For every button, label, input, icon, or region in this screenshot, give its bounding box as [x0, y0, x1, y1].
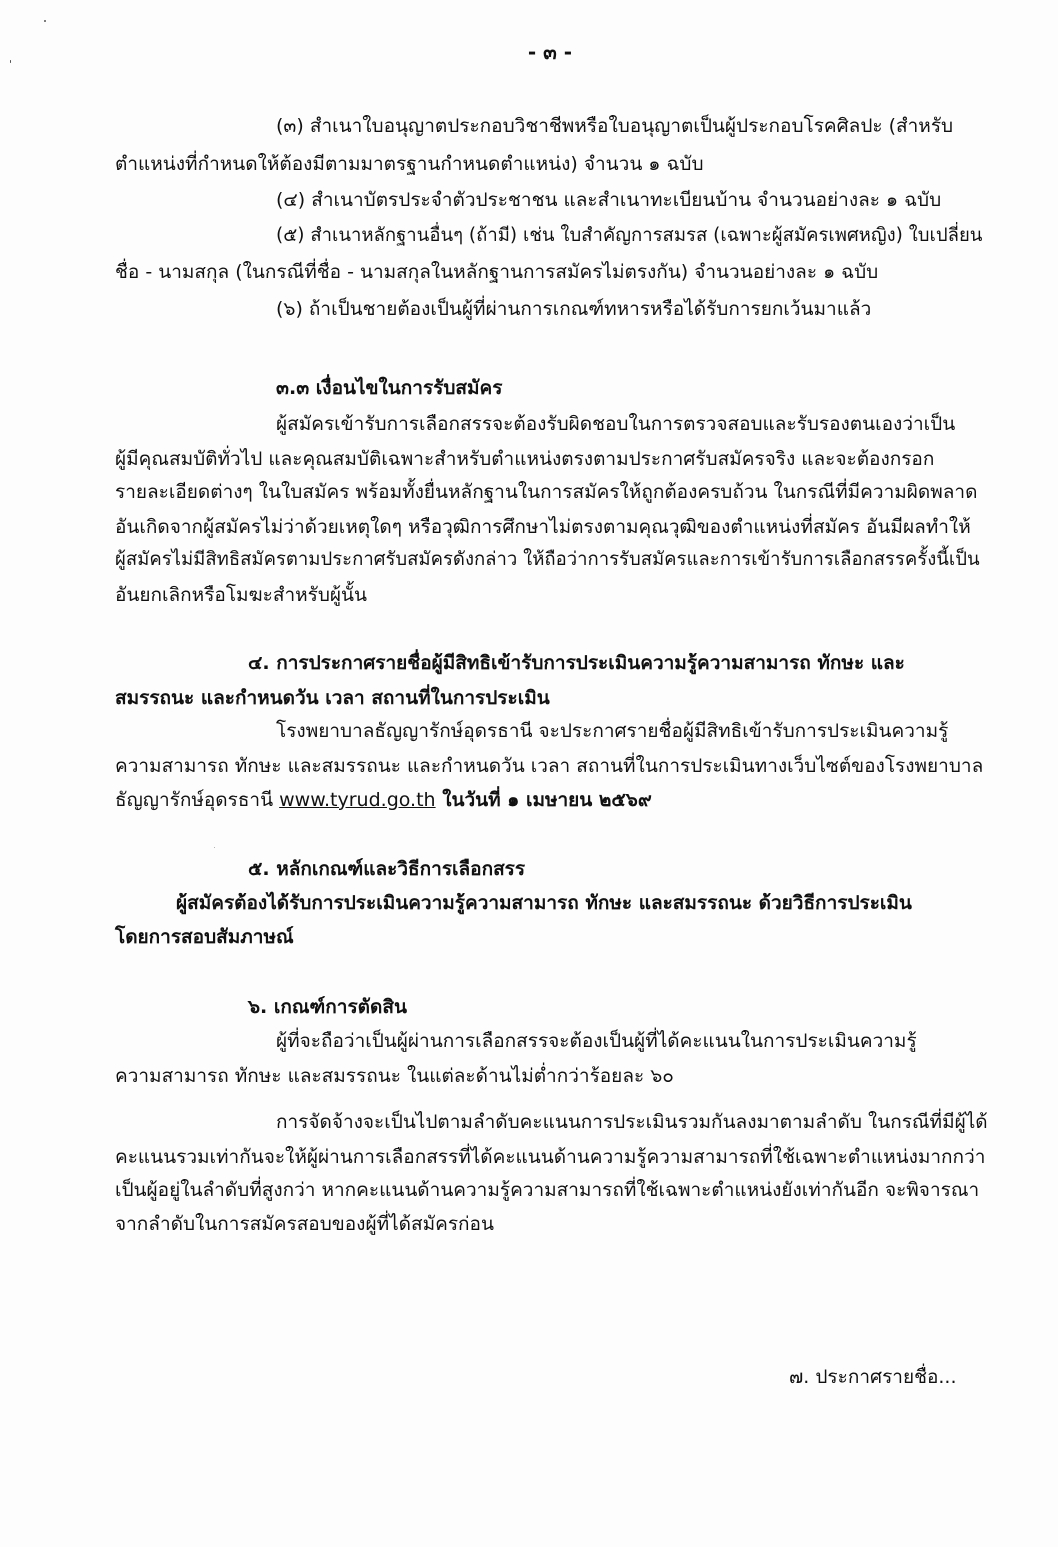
- section-4-line2: ความสามารถ ทักษะ และสมรรถนะ และกำหนดวัน เวลา สถานที่ในการประเมินทางเว็บไซต์ของโรงพยาบาล: [115, 755, 984, 777]
- section-3-3-line: ผู้มีคุณสมบัติทั่วไป และคุณสมบัติเฉพาะสำหรับตำแหน่งตรงตามประกาศรับสมัครจริง และจะต้องกรอก: [115, 448, 935, 470]
- section-4-line3-prefix: ธัญญารักษ์อุดรธานี: [115, 789, 280, 811]
- section-5-line2: โดยการสอบสัมภาษณ์: [115, 926, 294, 948]
- section-4-heading-line2: สมรรถนะ และกำหนดวัน เวลา สถานที่ในการประเมิน: [115, 687, 550, 709]
- section-3-3-heading: ๓.๓ เงื่อนไขในการรับสมัคร: [276, 377, 503, 399]
- section-4-line3: [115, 788, 652, 812]
- section-3-3-line: ผู้สมัครเข้ารับการเลือกสรรจะต้องรับผิดชอบในการตรวจสอบและรับรองตนเองว่าเป็น: [276, 413, 956, 435]
- section-4-heading-line1: ๔. การประกาศรายชื่อผู้มีสิทธิเข้ารับการประเมินความรู้ความสามารถ ทักษะ และ: [248, 652, 905, 674]
- continuation-note: ๗. ประกาศรายชื่อ...: [789, 1366, 957, 1388]
- doc-item-5-line1: (๕) สำเนาหลักฐานอื่นๆ (ถ้ามี) เช่น ใบสำคัญการสมรส (เฉพาะผู้สมัครเพศหญิง) ใบเปลี่ยน: [276, 225, 983, 246]
- announcement-date: ในวันที่ ๑ เมษายน ๒๕๖๙: [435, 789, 652, 811]
- section-6-heading: ๖. เกณฑ์การตัดสิน: [248, 996, 407, 1018]
- page-number: - ๓ -: [527, 40, 573, 64]
- doc-item-3-line1: (๓) สำเนาใบอนุญาตประกอบวิชาชีพหรือใบอนุญาตเป็นผู้ประกอบโรคศิลปะ (สำหรับ: [276, 115, 954, 137]
- section-6-para1-line: ความสามารถ ทักษะ และสมรรถนะ ในแต่ละด้านไม่ต่ำกว่าร้อยละ ๖๐: [115, 1065, 674, 1087]
- section-6-para2-line: เป็นผู้อยู่ในลำดับที่สูงกว่า หากคะแนนด้านความรู้ความสามารถที่ใช้เฉพาะตำแหน่งยังเท่ากันอีก จะพิจารณา: [115, 1179, 980, 1201]
- section-6-para2-line: จากลำดับในการสมัครสอบของผู้ที่ได้สมัครก่อน: [115, 1213, 494, 1235]
- scan-speck: [44, 20, 46, 22]
- section-6-para1-line: ผู้ที่จะถือว่าเป็นผู้ผ่านการเลือกสรรจะต้องเป็นผู้ที่ได้คะแนนในการประเมินความรู้: [276, 1030, 917, 1052]
- section-5-heading: ๕. หลักเกณฑ์และวิธีการเลือกสรร: [248, 858, 526, 880]
- section-3-3-line: อันเกิดจากผู้สมัครไม่ว่าด้วยเหตุใดๆ หรือวุฒิการศึกษาไม่ตรงตามคุณวุฒิของตำแหน่งที่สมัคร อันมีผลทำให้: [115, 516, 971, 538]
- doc-item-5-line2: ชื่อ - นามสกุล (ในกรณีที่ชื่อ - นามสกุลในหลักฐานการสมัครไม่ตรงกัน) จำนวนอย่างละ ๑ ฉบับ: [115, 261, 879, 283]
- doc-item-4: (๔) สำเนาบัตรประจำตัวประชาชน และสำเนาทะเบียนบ้าน จำนวนอย่างละ ๑ ฉบับ: [276, 189, 942, 211]
- section-4-line1: โรงพยาบาลธัญญารักษ์อุดรธานี จะประกาศรายชื่อผู้มีสิทธิเข้ารับการประเมินความรู้: [276, 720, 949, 742]
- section-5-line1: ผู้สมัครต้องได้รับการประเมินความรู้ความสามารถ ทักษะ และสมรรถนะ ด้วยวิธีการประเมิน: [176, 892, 912, 914]
- section-3-3-line: รายละเอียดต่างๆ ในใบสมัคร พร้อมทั้งยื่นหลักฐานในการสมัครให้ถูกต้องครบถ้วน ในกรณีที่มีความผิดพลาด: [115, 481, 978, 503]
- doc-item-3-line2: ตำแหน่งที่กำหนดให้ต้องมีตามมาตรฐานกำหนดตำแหน่ง) จำนวน ๑ ฉบับ: [115, 153, 704, 175]
- section-6-para2-line: การจัดจ้างจะเป็นไปตามลำดับคะแนนการประเมินรวมกันลงมาตามลำดับ ในกรณีที่มีผู้ได้: [276, 1111, 988, 1133]
- section-6-para2-line: คะแนนรวมเท่ากันจะให้ผู้ผ่านการเลือกสรรที่ได้คะแนนด้านความรู้ความสามารถที่ใช้เฉพาะตำแหน่งมากกว่า: [115, 1146, 986, 1168]
- scan-speck: [214, 847, 215, 848]
- section-3-3-line: ผู้สมัครไม่มีสิทธิสมัครตามประกาศรับสมัครดังกล่าว ให้ถือว่าการรับสมัครและการเข้ารับการเลือกสรรครั้งนี้เป็น: [115, 549, 980, 570]
- website-link[interactable]: www.tyrud.go.th: [279, 789, 436, 811]
- doc-item-6: (๖) ถ้าเป็นชายต้องเป็นผู้ที่ผ่านการเกณฑ์ทหารหรือได้รับการยกเว้นมาแล้ว: [276, 298, 872, 320]
- section-3-3-line: อันยกเลิกหรือโมฆะสำหรับผู้นั้น: [115, 584, 368, 606]
